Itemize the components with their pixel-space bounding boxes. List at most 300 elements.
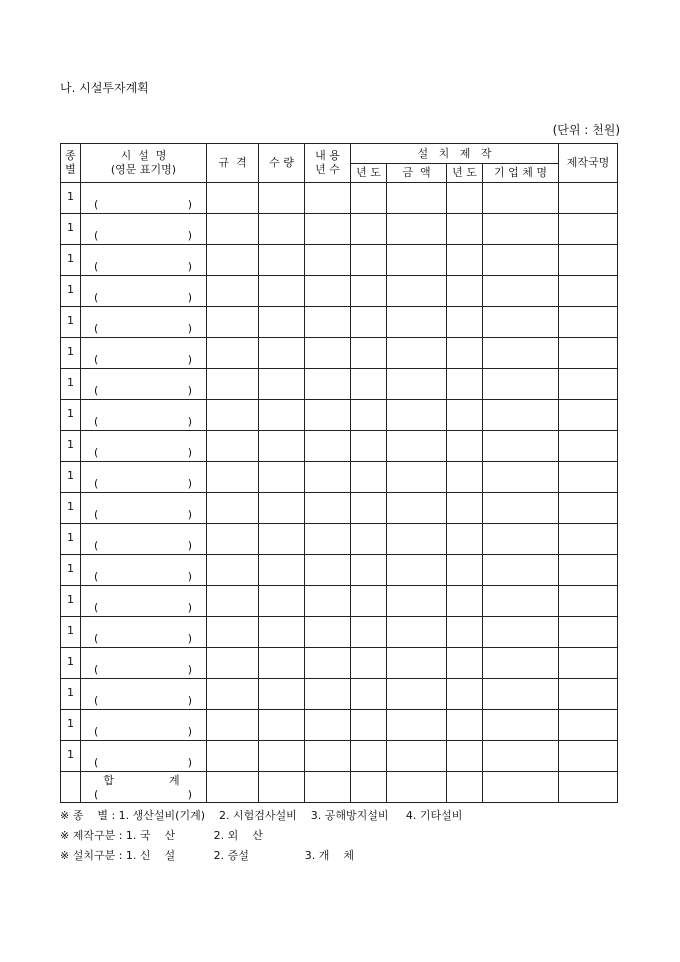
row-type-number: 1 [67,221,74,234]
cell-company[interactable] [483,462,559,493]
table-row [61,307,618,338]
cell-facility-name[interactable] [81,741,207,772]
cell-company[interactable] [483,617,559,648]
cell-year-2[interactable] [447,400,483,431]
cell-facility-name[interactable] [81,183,207,214]
cell-useful-life[interactable] [305,741,351,772]
cell-year-1[interactable] [351,183,387,214]
cell-company[interactable] [483,276,559,307]
row-type-number: 1 [67,469,74,482]
cell-spec[interactable] [207,338,259,369]
paren-close: ) [187,663,192,676]
cell-spec[interactable] [207,710,259,741]
cell-company[interactable] [483,710,559,741]
cell-country[interactable] [559,679,618,710]
cell-spec[interactable] [207,617,259,648]
cell-year-2[interactable] [447,555,483,586]
cell-useful-life[interactable] [305,679,351,710]
cell-country[interactable] [559,524,618,555]
cell-year-2[interactable] [447,369,483,400]
english-name-paren [91,508,196,521]
cell-facility-name[interactable] [81,276,207,307]
english-name-paren [91,788,196,801]
cell-year-2[interactable] [447,183,483,214]
paren-open: ( [94,663,99,676]
cell-type[interactable] [61,524,81,555]
table-row [61,462,618,493]
row-type-number: 1 [67,283,74,296]
cell-useful-life[interactable] [305,338,351,369]
cell-facility-name[interactable] [81,555,207,586]
paren-close: ) [187,725,192,738]
paren-open: ( [94,291,99,304]
table-row [61,338,618,369]
cell-year-1[interactable] [351,555,387,586]
cell-year-1[interactable] [351,400,387,431]
cell-useful-life[interactable] [305,462,351,493]
cell-country[interactable] [559,462,618,493]
cell-country[interactable] [559,586,618,617]
cell-country[interactable] [559,369,618,400]
total-cell-year-1[interactable] [351,772,387,803]
cell-amount[interactable] [387,741,447,772]
header-facility-name-line1: 시 설 명 [120,149,167,162]
cell-company[interactable] [483,524,559,555]
note-installation: ※ 설치구분 : 1. 신 설 2. 증설 3. 개 체 [60,849,355,862]
paren-close: ) [187,694,192,707]
cell-spec[interactable] [207,586,259,617]
header-quantity: 수 량 [259,144,305,183]
cell-company[interactable] [483,648,559,679]
paren-close: ) [187,570,192,583]
cell-spec[interactable] [207,400,259,431]
table-row [61,183,618,214]
row-type-number: 1 [67,717,74,730]
cell-year-1[interactable] [351,307,387,338]
total-cell-useful-life[interactable] [305,772,351,803]
cell-type[interactable] [61,741,81,772]
section-title: 나. 시설투자계획 [60,81,149,95]
cell-company[interactable] [483,400,559,431]
cell-year-1[interactable] [351,586,387,617]
total-label: 합 계 [103,774,196,787]
paren-open: ( [94,788,99,801]
paren-close: ) [187,291,192,304]
table-row [61,431,618,462]
english-name-paren [91,384,196,397]
cell-quantity[interactable] [259,710,305,741]
cell-company[interactable] [483,679,559,710]
cell-country[interactable] [559,648,618,679]
cell-country[interactable] [559,493,618,524]
cell-type[interactable] [61,679,81,710]
cell-quantity[interactable] [259,679,305,710]
cell-amount[interactable] [387,617,447,648]
paren-close: ) [187,601,192,614]
cell-useful-life[interactable] [305,307,351,338]
cell-type[interactable] [61,307,81,338]
cell-amount[interactable] [387,493,447,524]
cell-facility-name[interactable] [81,617,207,648]
row-type-number: 1 [67,531,74,544]
total-label-cell [81,772,207,803]
cell-useful-life[interactable] [305,586,351,617]
cell-spec[interactable] [207,679,259,710]
cell-spec[interactable] [207,648,259,679]
cell-year-1[interactable] [351,648,387,679]
cell-year-1[interactable] [351,741,387,772]
english-name-paren [91,601,196,614]
cell-year-1[interactable] [351,493,387,524]
cell-company[interactable] [483,369,559,400]
paren-open: ( [94,229,99,242]
cell-spec[interactable] [207,741,259,772]
cell-year-2[interactable] [447,431,483,462]
table-row [61,369,618,400]
table-row [61,214,618,245]
english-name-paren [91,663,196,676]
cell-country[interactable] [559,741,618,772]
cell-type[interactable] [61,493,81,524]
cell-useful-life[interactable] [305,431,351,462]
cell-amount[interactable] [387,431,447,462]
paren-open: ( [94,198,99,211]
header-year-2: 년 도 [447,164,483,183]
cell-quantity[interactable] [259,524,305,555]
cell-type[interactable] [61,648,81,679]
cell-type[interactable] [61,586,81,617]
cell-country[interactable] [559,431,618,462]
cell-spec[interactable] [207,462,259,493]
cell-quantity[interactable] [259,400,305,431]
cell-quantity[interactable] [259,741,305,772]
facility-investment-table [60,143,618,803]
cell-spec[interactable] [207,183,259,214]
cell-spec[interactable] [207,307,259,338]
cell-facility-name[interactable] [81,369,207,400]
table-row [61,648,618,679]
table-row [61,400,618,431]
cell-year-2[interactable] [447,617,483,648]
english-name-paren [91,539,196,552]
cell-amount[interactable] [387,400,447,431]
cell-type[interactable] [61,338,81,369]
row-type-number: 1 [67,407,74,420]
cell-year-1[interactable] [351,462,387,493]
cell-year-2[interactable] [447,710,483,741]
header-company: 기 업 체 명 [483,164,559,183]
note-manufacture: ※ 제작구분 : 1. 국 산 2. 외 산 [60,829,263,842]
cell-year-1[interactable] [351,369,387,400]
table-row [61,276,618,307]
cell-quantity[interactable] [259,617,305,648]
header-country: 제작국명 [559,144,618,183]
table-row [61,245,618,276]
cell-spec[interactable] [207,276,259,307]
cell-amount[interactable] [387,648,447,679]
cell-quantity[interactable] [259,431,305,462]
cell-country[interactable] [559,214,618,245]
english-name-paren [91,725,196,738]
row-type-number: 1 [67,748,74,761]
total-cell-company[interactable] [483,772,559,803]
cell-type[interactable] [61,245,81,276]
cell-facility-name[interactable] [81,493,207,524]
table-row [61,710,618,741]
total-cell-year-2[interactable] [447,772,483,803]
cell-company[interactable] [483,214,559,245]
cell-quantity[interactable] [259,245,305,276]
header-type: 종별 [61,144,81,183]
cell-facility-name[interactable] [81,524,207,555]
english-name-paren [91,353,196,366]
paren-close: ) [187,446,192,459]
cell-facility-name[interactable] [81,400,207,431]
cell-year-2[interactable] [447,245,483,276]
english-name-paren [91,756,196,769]
cell-useful-life[interactable] [305,710,351,741]
cell-quantity[interactable] [259,276,305,307]
cell-country[interactable] [559,276,618,307]
header-year-1: 년 도 [351,164,387,183]
table-row [61,617,618,648]
cell-quantity[interactable] [259,307,305,338]
total-cell-quantity[interactable] [259,772,305,803]
cell-year-2[interactable] [447,524,483,555]
cell-quantity[interactable] [259,493,305,524]
cell-useful-life[interactable] [305,617,351,648]
paren-open: ( [94,260,99,273]
paren-open: ( [94,446,99,459]
cell-type[interactable] [61,183,81,214]
cell-amount[interactable] [387,214,447,245]
cell-facility-name[interactable] [81,245,207,276]
cell-type[interactable] [61,400,81,431]
cell-amount[interactable] [387,338,447,369]
paren-open: ( [94,756,99,769]
table-row [61,555,618,586]
cell-facility-name[interactable] [81,710,207,741]
cell-type[interactable] [61,214,81,245]
cell-spec[interactable] [207,524,259,555]
cell-type[interactable] [61,431,81,462]
english-name-paren [91,198,196,211]
paren-open: ( [94,353,99,366]
cell-quantity[interactable] [259,586,305,617]
cell-type[interactable] [61,710,81,741]
cell-year-1[interactable] [351,679,387,710]
cell-useful-life[interactable] [305,183,351,214]
cell-facility-name[interactable] [81,462,207,493]
english-name-paren [91,322,196,335]
unit-label: (단위 : 천원) [552,123,620,137]
cell-quantity[interactable] [259,214,305,245]
cell-quantity[interactable] [259,338,305,369]
cell-company[interactable] [483,338,559,369]
paren-close: ) [187,260,192,273]
cell-country[interactable] [559,617,618,648]
row-type-number: 1 [67,438,74,451]
row-type-number: 1 [67,314,74,327]
cell-amount[interactable] [387,586,447,617]
cell-spec[interactable] [207,493,259,524]
cell-facility-name[interactable] [81,431,207,462]
cell-company[interactable] [483,245,559,276]
cell-year-2[interactable] [447,586,483,617]
cell-useful-life[interactable] [305,524,351,555]
table-row [61,524,618,555]
cell-facility-name[interactable] [81,648,207,679]
paren-open: ( [94,415,99,428]
cell-country[interactable] [559,183,618,214]
paren-close: ) [187,477,192,490]
cell-useful-life[interactable] [305,276,351,307]
cell-country[interactable] [559,710,618,741]
cell-country[interactable] [559,338,618,369]
table-row [61,493,618,524]
cell-year-2[interactable] [447,648,483,679]
cell-amount[interactable] [387,679,447,710]
cell-year-1[interactable] [351,431,387,462]
row-type-number: 1 [67,655,74,668]
cell-company[interactable] [483,307,559,338]
cell-company[interactable] [483,493,559,524]
paren-open: ( [94,539,99,552]
cell-company[interactable] [483,741,559,772]
cell-amount[interactable] [387,462,447,493]
header-facility-name [81,144,207,183]
row-type-number: 1 [67,562,74,575]
cell-spec[interactable] [207,431,259,462]
cell-year-1[interactable] [351,338,387,369]
row-type-number: 1 [67,686,74,699]
cell-facility-name[interactable] [81,214,207,245]
cell-year-1[interactable] [351,710,387,741]
cell-quantity[interactable] [259,555,305,586]
english-name-paren [91,291,196,304]
cell-country[interactable] [559,245,618,276]
cell-amount[interactable] [387,710,447,741]
cell-year-2[interactable] [447,307,483,338]
cell-facility-name[interactable] [81,307,207,338]
cell-type[interactable] [61,462,81,493]
paren-close: ) [187,756,192,769]
cell-quantity[interactable] [259,648,305,679]
paren-open: ( [94,570,99,583]
english-name-paren [91,415,196,428]
cell-type[interactable] [61,369,81,400]
row-type-number: 1 [67,345,74,358]
cell-year-2[interactable] [447,493,483,524]
paren-close: ) [187,322,192,335]
cell-year-2[interactable] [447,338,483,369]
cell-useful-life[interactable] [305,648,351,679]
row-type-number: 1 [67,376,74,389]
cell-facility-name[interactable] [81,338,207,369]
paren-close: ) [187,198,192,211]
cell-useful-life[interactable] [305,493,351,524]
row-type-number: 1 [67,252,74,265]
cell-useful-life[interactable] [305,245,351,276]
paren-close: ) [187,632,192,645]
total-cell-spec[interactable] [207,772,259,803]
cell-year-2[interactable] [447,276,483,307]
cell-facility-name[interactable] [81,679,207,710]
note-type: ※ 종 별 : 1. 생산설비(기계) 2. 시험검사설비 3. 공해방지설비 4. 기타설비 [60,809,463,822]
cell-country[interactable] [559,307,618,338]
cell-company[interactable] [483,555,559,586]
cell-year-2[interactable] [447,214,483,245]
cell-useful-life[interactable] [305,369,351,400]
cell-company[interactable] [483,586,559,617]
cell-spec[interactable] [207,245,259,276]
cell-type[interactable] [61,555,81,586]
cell-amount[interactable] [387,183,447,214]
cell-type[interactable] [61,276,81,307]
paren-close: ) [187,353,192,366]
english-name-paren [91,632,196,645]
cell-quantity[interactable] [259,369,305,400]
total-cell-amount[interactable] [387,772,447,803]
cell-useful-life[interactable] [305,555,351,586]
cell-year-1[interactable] [351,524,387,555]
cell-amount[interactable] [387,369,447,400]
cell-year-1[interactable] [351,276,387,307]
cell-year-2[interactable] [447,679,483,710]
paren-close: ) [187,539,192,552]
english-name-paren [91,570,196,583]
header-installation: 설 치 제 작 [351,144,559,164]
cell-useful-life[interactable] [305,214,351,245]
paren-close: ) [187,508,192,521]
cell-amount[interactable] [387,524,447,555]
cell-year-2[interactable] [447,462,483,493]
header-spec: 규 격 [207,144,259,183]
cell-quantity[interactable] [259,183,305,214]
paren-close: ) [187,229,192,242]
paren-open: ( [94,384,99,397]
cell-useful-life[interactable] [305,400,351,431]
cell-amount[interactable] [387,307,447,338]
cell-year-1[interactable] [351,617,387,648]
cell-company[interactable] [483,431,559,462]
table-row [61,586,618,617]
cell-amount[interactable] [387,276,447,307]
cell-quantity[interactable] [259,462,305,493]
cell-facility-name[interactable] [81,586,207,617]
cell-country[interactable] [559,555,618,586]
cell-spec[interactable] [207,214,259,245]
cell-spec[interactable] [207,555,259,586]
cell-country[interactable] [559,400,618,431]
paren-close: ) [187,415,192,428]
cell-year-1[interactable] [351,245,387,276]
total-cell-country[interactable] [559,772,618,803]
row-type-number: 1 [67,190,74,203]
table-row [61,741,618,772]
cell-amount[interactable] [387,245,447,276]
cell-year-2[interactable] [447,741,483,772]
paren-open: ( [94,632,99,645]
english-name-paren [91,694,196,707]
cell-year-1[interactable] [351,214,387,245]
row-type-number: 1 [67,593,74,606]
paren-open: ( [94,322,99,335]
cell-company[interactable] [483,183,559,214]
cell-amount[interactable] [387,555,447,586]
cell-spec[interactable] [207,369,259,400]
cell-type[interactable] [61,617,81,648]
